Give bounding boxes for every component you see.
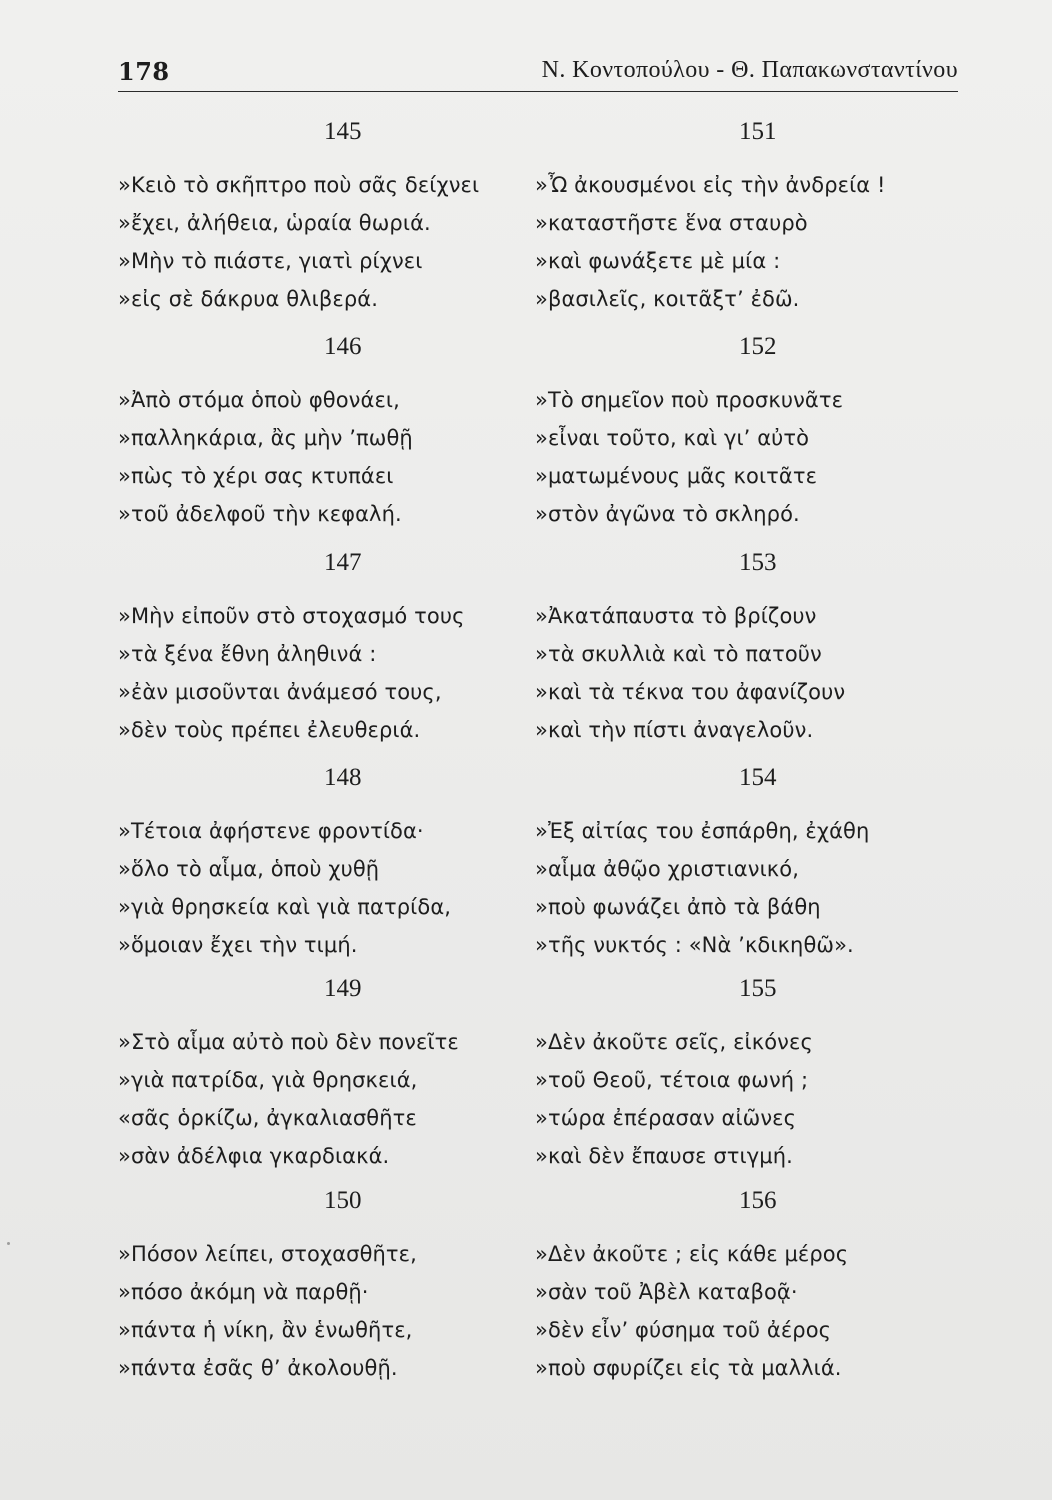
header-rule: [118, 91, 958, 92]
verse-line: «σᾶς ὁρκίζω, ἀγκαλιασθῆτε: [118, 1106, 417, 1130]
stanza-lines: [118, 812, 538, 964]
verse-line: »γιὰ πατρίδα, γιὰ θρησκειά,: [118, 1068, 418, 1092]
verse-line: »αἷμα ἀθῷο χριστιανικό,: [535, 857, 799, 881]
verse-line: »δὲν τοὺς πρέπει ἐλευθεριά.: [118, 718, 421, 742]
verse-line: »τώρα ἐπέρασαν αἰῶνες: [535, 1106, 797, 1130]
verse-line: »Τὸ σημεῖον ποὺ προσκυνᾶτε: [535, 388, 844, 412]
verse-line: »πάντα ἡ νίκη, ἂν ἑνωθῆτε,: [118, 1318, 413, 1342]
stanza-number: 148: [324, 764, 362, 791]
verse-line: »τὰ ξένα ἔθνη ἀληθινά :: [118, 642, 377, 666]
verse-line: »Τέτοια ἀφήστενε φροντίδα·: [118, 819, 424, 843]
stanza-lines: [535, 812, 955, 964]
stanza-number: 146: [324, 333, 362, 360]
stanza-lines: [535, 597, 955, 749]
stanza-lines: [118, 597, 538, 749]
verse-line: »σὰν ἀδέλφια γκαρδιακά.: [118, 1144, 390, 1168]
verse-line: »τῆς νυκτός : «Νὰ ’κδικηθῶ».: [535, 933, 854, 957]
stanza-lines: [118, 1235, 538, 1387]
verse-line: »Κειὸ τὸ σκῆπτρο ποὺ σᾶς δείχνει: [118, 173, 480, 197]
verse-line: »Ἀκατάπαυστα τὸ βρίζουν: [535, 604, 817, 628]
verse-line: »ματωμένους μᾶς κοιτᾶτε: [535, 464, 818, 488]
stanza-number: 152: [739, 333, 777, 360]
verse-line: »πόσο ἀκόμη νὰ παρθῇ·: [118, 1280, 369, 1304]
stanza-lines: [118, 166, 538, 318]
stanza-lines: [535, 1023, 955, 1175]
verse-line: »ἔχει, ἀλήθεια, ὡραία θωριά.: [118, 211, 431, 235]
verse-line: »δὲν εἶν’ φύσημα τοῦ ἀέρος: [535, 1318, 832, 1342]
verse-line: »Πόσον λείπει, στοχασθῆτε,: [118, 1242, 417, 1266]
verse-line: »παλληκάρια, ἂς μὴν ’πωθῇ: [118, 426, 413, 450]
verse-line: »Ἀπὸ στόμα ὁποὺ φθονάει,: [118, 388, 400, 412]
verse-line: »Ὦ ἀκουσμένοι εἰς τὴν ἀνδρεία !: [535, 173, 886, 197]
verse-line: »καὶ τὴν πίστι ἀναγελοῦν.: [535, 718, 814, 742]
verse-line: »καταστῆστε ἕνα σταυρὸ: [535, 211, 808, 235]
verse-line: »τοῦ ἀδελφοῦ τὴν κεφαλή.: [118, 502, 402, 526]
verse-line: »Μὴν τὸ πιάστε, γιατὶ ρίχνει: [118, 249, 423, 273]
page-header: [118, 57, 958, 93]
verse-line: »ὅμοιαν ἔχει τὴν τιμή.: [118, 933, 358, 957]
verse-line: »καὶ φωνάξετε μὲ μία :: [535, 249, 781, 273]
verse-line: »στὸν ἀγῶνα τὸ σκληρό.: [535, 502, 800, 526]
stanza-number: 155: [739, 975, 777, 1002]
verse-line: »τὰ σκυλλιὰ καὶ τὸ πατοῦν: [535, 642, 822, 666]
verse-line: »ποὺ σφυρίζει εἰς τὰ μαλλιά.: [535, 1356, 842, 1380]
stanza-lines: [118, 381, 538, 533]
paper-speck: [7, 1242, 10, 1245]
stanza-number: 154: [739, 764, 777, 791]
verse-line: »ποὺ φωνάζει ἀπὸ τὰ βάθη: [535, 895, 821, 919]
verse-line: »πὼς τὸ χέρι σας κτυπάει: [118, 464, 394, 488]
stanza-lines: [535, 166, 955, 318]
stanza-number: 145: [324, 118, 362, 145]
stanza-number: 147: [324, 549, 362, 576]
verse-line: »Δὲν ἀκοῦτε ; εἰς κάθε μέρος: [535, 1242, 849, 1266]
stanza-lines: [118, 1023, 538, 1175]
stanza-lines: [535, 1235, 955, 1387]
stanza-number: 153: [739, 549, 777, 576]
stanza-lines: [535, 381, 955, 533]
stanza-number: 150: [324, 1187, 362, 1214]
stanza-number: 156: [739, 1187, 777, 1214]
verse-line: »καὶ τὰ τέκνα του ἀφανίζουν: [535, 680, 846, 704]
verse-line: »καὶ δὲν ἔπαυσε στιγμή.: [535, 1144, 793, 1168]
verse-line: »Ἐξ αἰτίας του ἐσπάρθη, ἐχάθη: [535, 819, 870, 843]
verse-line: »ἐὰν μισοῦνται ἀνάμεσό τους,: [118, 680, 442, 704]
verse-line: »γιὰ θρησκεία καὶ γιὰ πατρίδα,: [118, 895, 452, 919]
verse-line: »εἶναι τοῦτο, καὶ γι’ αὐτὸ: [535, 426, 810, 450]
verse-line: »Στὸ αἷμα αὐτὸ ποὺ δὲν πονεῖτε: [118, 1030, 459, 1054]
verse-line: »ὅλο τὸ αἷμα, ὁποὺ χυθῇ: [118, 857, 380, 881]
verse-line: »βασιλεῖς, κοιτᾶξτ’ ἐδῶ.: [535, 287, 800, 311]
verse-line: »σὰν τοῦ Ἀβὲλ καταβοᾷ·: [535, 1280, 798, 1304]
page-number: 178: [118, 57, 170, 86]
verse-line: »τοῦ Θεοῦ, τέτοια φωνή ;: [535, 1068, 809, 1092]
verse-line: »Δὲν ἀκοῦτε σεῖς, εἰκόνες: [535, 1030, 813, 1054]
stanza-number: 151: [739, 118, 777, 145]
verse-line: »Μὴν εἰποῦν στὸ στοχασμό τους: [118, 604, 465, 628]
stanza-number: 149: [324, 975, 362, 1002]
verse-line: »πάντα ἐσᾶς θ’ ἀκολουθῇ.: [118, 1356, 398, 1380]
running-head: Ν. Κοντοπούλου - Θ. Παπακωνσταντίνου: [541, 57, 958, 83]
verse-line: »εἰς σὲ δάκρυα θλιβερά.: [118, 287, 378, 311]
